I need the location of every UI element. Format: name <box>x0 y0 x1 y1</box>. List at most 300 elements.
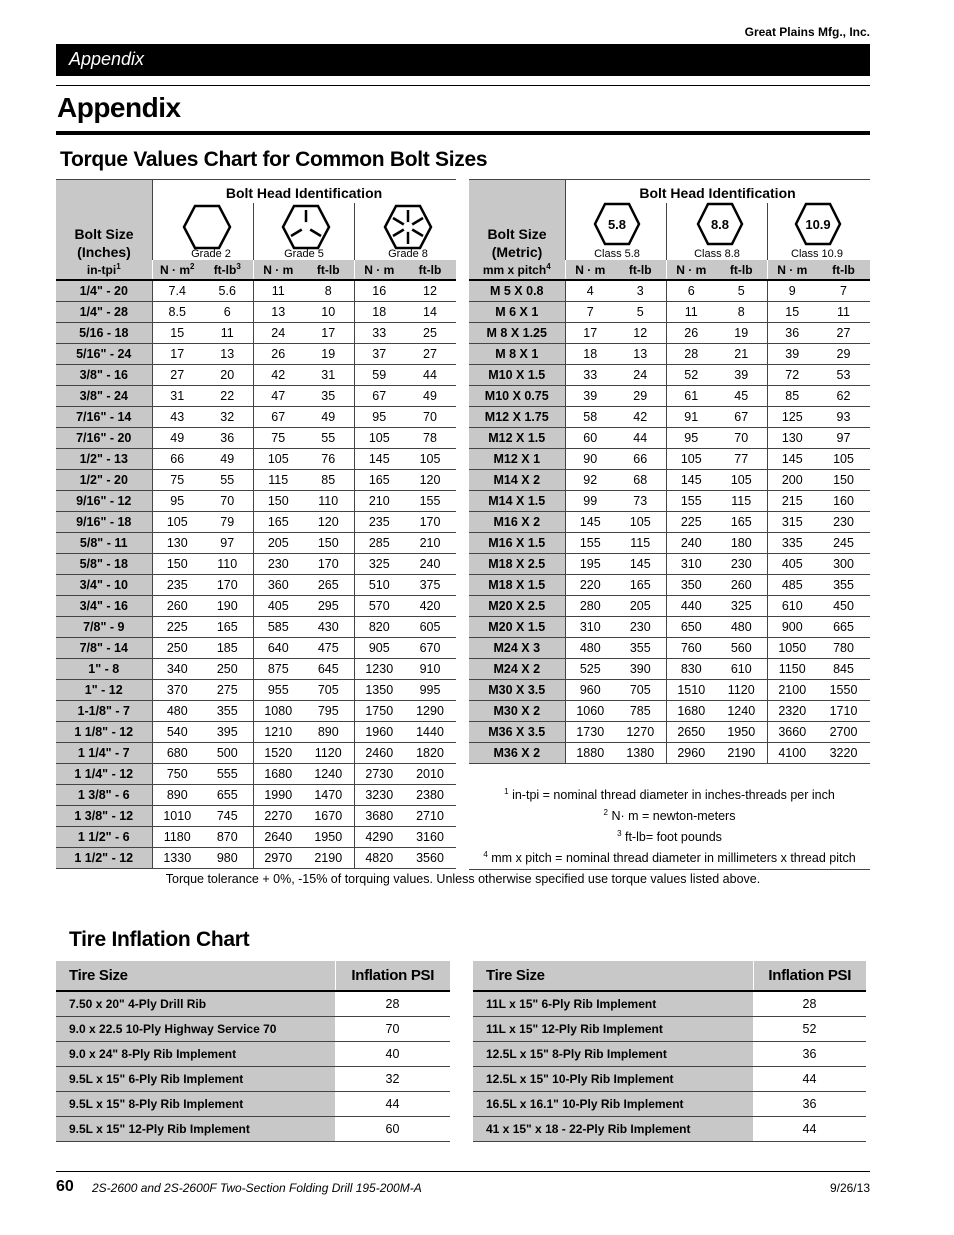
torque-ftlb-cell: 2010 <box>404 763 456 784</box>
torque-ftlb-cell: 610 <box>716 658 767 679</box>
torque-ftlb-cell: 110 <box>202 553 253 574</box>
torque-nm-cell: 830 <box>666 658 716 679</box>
torque-ftlb-cell: 8 <box>716 301 767 322</box>
class-10-9-label: Class 10.9 <box>791 248 843 260</box>
torque-ftlb-cell: 14 <box>404 301 456 322</box>
table-row <box>469 700 870 721</box>
torque-ftlb-cell: 35 <box>303 385 354 406</box>
torque-ftlb-cell: 1470 <box>303 784 354 805</box>
torque-ftlb-cell: 980 <box>202 847 253 868</box>
bolt-size-cell: 3/8" - 24 <box>56 385 152 406</box>
torque-nm-cell: 92 <box>565 469 615 490</box>
inch-size-label: Bolt Size <box>74 226 134 242</box>
torque-ftlb-cell: 165 <box>615 574 666 595</box>
footnote-text: mm x pitch = nominal thread diameter in millimeters x thread pitch <box>487 851 856 865</box>
torque-ftlb-cell: 205 <box>615 595 666 616</box>
inflation-psi-cell: 70 <box>335 1016 450 1041</box>
torque-nm-cell: 1060 <box>565 700 615 721</box>
torque-nm-cell: 480 <box>565 637 615 658</box>
torque-ftlb-cell: 325 <box>716 595 767 616</box>
torque-ftlb-cell: 39 <box>716 364 767 385</box>
torque-ftlb-cell: 29 <box>615 385 666 406</box>
torque-nm-cell: 85 <box>767 385 817 406</box>
torque-nm-cell: 150 <box>253 490 303 511</box>
table-row <box>469 637 870 658</box>
torque-ftlb-cell: 49 <box>404 385 456 406</box>
torque-nm-cell: 13 <box>253 301 303 322</box>
bolt-size-cell: 5/16 - 18 <box>56 322 152 343</box>
torque-ftlb-cell: 3160 <box>404 826 456 847</box>
torque-nm-cell: 18 <box>354 301 404 322</box>
table-row <box>56 700 456 721</box>
tire-header-row <box>56 961 450 991</box>
torque-ftlb-cell: 145 <box>615 553 666 574</box>
torque-chart-title: Torque Values Chart for Common Bolt Sizes <box>60 148 488 171</box>
torque-ftlb-cell: 49 <box>202 448 253 469</box>
tire-size-cell: 12.5L x 15" 10-Ply Rib Implement <box>473 1066 753 1091</box>
torque-ftlb-cell: 70 <box>202 490 253 511</box>
metric-units-row <box>469 260 870 280</box>
torque-nm-cell: 2970 <box>253 847 303 868</box>
torque-nm-cell: 2320 <box>767 700 817 721</box>
bolt-size-cell: M10 X 1.5 <box>469 364 565 385</box>
torque-nm-cell: 36 <box>767 322 817 343</box>
torque-nm-cell: 640 <box>253 637 303 658</box>
bolt-size-cell: 1 3/8" - 6 <box>56 784 152 805</box>
inch-torque-table <box>56 260 456 869</box>
torque-nm-cell: 26 <box>666 322 716 343</box>
torque-nm-cell: 1230 <box>354 658 404 679</box>
table-row <box>56 385 456 406</box>
torque-ftlb-cell: 115 <box>716 490 767 511</box>
torque-ftlb-cell: 27 <box>404 343 456 364</box>
torque-nm-cell: 105 <box>354 427 404 448</box>
torque-nm-cell: 1180 <box>152 826 202 847</box>
unit-ftlb <box>202 260 253 280</box>
torque-tolerance-note: Torque tolerance + 0%, -15% of torquing values. Unless otherwise specified use torque values listed above. <box>165 872 761 886</box>
bolt-size-cell: 3/4" - 16 <box>56 595 152 616</box>
torque-ftlb-cell: 36 <box>202 427 253 448</box>
torque-ftlb-cell: 77 <box>716 448 767 469</box>
grade-8-label: Grade 8 <box>388 248 428 260</box>
torque-nm-cell: 18 <box>565 343 615 364</box>
torque-nm-cell: 75 <box>253 427 303 448</box>
grade-2-label: Grade 2 <box>191 248 231 260</box>
torque-nm-cell: 3660 <box>767 721 817 742</box>
torque-ftlb-cell: 13 <box>202 343 253 364</box>
table-row <box>473 991 866 1016</box>
bolt-size-cell: 7/16" - 20 <box>56 427 152 448</box>
torque-ftlb-cell: 560 <box>716 637 767 658</box>
torque-ftlb-cell: 605 <box>404 616 456 637</box>
footnote-mark: 2 <box>190 261 195 271</box>
bolt-size-cell: 3/4" - 10 <box>56 574 152 595</box>
footnote-4 <box>469 848 870 869</box>
torque-nm-cell: 67 <box>253 406 303 427</box>
torque-ftlb-cell: 910 <box>404 658 456 679</box>
torque-nm-cell: 27 <box>152 364 202 385</box>
torque-nm-cell: 7.4 <box>152 280 202 301</box>
torque-ftlb-cell: 645 <box>303 658 354 679</box>
torque-nm-cell: 145 <box>565 511 615 532</box>
table-row <box>473 1041 866 1066</box>
torque-ftlb-cell: 655 <box>202 784 253 805</box>
torque-ftlb-cell: 8 <box>303 280 354 301</box>
tire-chart-title: Tire Inflation Chart <box>69 928 250 951</box>
table-row <box>56 1091 450 1116</box>
inflation-psi-cell: 44 <box>753 1116 866 1141</box>
torque-nm-cell: 875 <box>253 658 303 679</box>
torque-ftlb-cell: 1820 <box>404 742 456 763</box>
torque-nm-cell: 33 <box>565 364 615 385</box>
torque-nm-cell: 820 <box>354 616 404 637</box>
unit-ftlb: ft-lb <box>817 260 870 280</box>
torque-nm-cell: 900 <box>767 616 817 637</box>
torque-nm-cell: 210 <box>354 490 404 511</box>
torque-ftlb-cell: 165 <box>716 511 767 532</box>
torque-ftlb-cell: 265 <box>303 574 354 595</box>
bolt-size-cell: 1 1/4" - 7 <box>56 742 152 763</box>
torque-nm-cell: 370 <box>152 679 202 700</box>
torque-nm-cell: 16 <box>354 280 404 301</box>
torque-nm-cell: 215 <box>767 490 817 511</box>
tire-size-cell: 11L x 15" 12-Ply Rib Implement <box>473 1016 753 1041</box>
torque-nm-cell: 145 <box>666 469 716 490</box>
torque-nm-cell: 26 <box>253 343 303 364</box>
torque-nm-cell: 42 <box>253 364 303 385</box>
torque-nm-cell: 510 <box>354 574 404 595</box>
torque-nm-cell: 90 <box>565 448 615 469</box>
company-name: Great Plains Mfg., Inc. <box>744 25 870 39</box>
torque-ftlb-cell: 6 <box>202 301 253 322</box>
torque-ftlb-cell: 230 <box>716 553 767 574</box>
table-row <box>56 427 456 448</box>
torque-ftlb-cell: 555 <box>202 763 253 784</box>
inflation-psi-cell: 44 <box>753 1066 866 1091</box>
torque-ftlb-cell: 10 <box>303 301 354 322</box>
inflation-psi-cell: 40 <box>335 1041 450 1066</box>
torque-ftlb-cell: 20 <box>202 364 253 385</box>
bolt-size-cell: M16 X 2 <box>469 511 565 532</box>
torque-nm-cell: 1680 <box>666 700 716 721</box>
torque-ftlb-cell: 450 <box>817 595 870 616</box>
inflation-psi-cell: 44 <box>335 1091 450 1116</box>
torque-nm-cell: 250 <box>152 637 202 658</box>
table-row <box>56 532 456 553</box>
table-row <box>56 448 456 469</box>
torque-nm-cell: 1350 <box>354 679 404 700</box>
torque-nm-cell: 1880 <box>565 742 615 763</box>
tire-size-cell: 9.0 x 22.5 10-Ply Highway Service 70 <box>56 1016 335 1041</box>
torque-ftlb-cell: 245 <box>817 532 870 553</box>
torque-ftlb-cell: 44 <box>615 427 666 448</box>
torque-ftlb-cell: 230 <box>615 616 666 637</box>
torque-ftlb-cell: 70 <box>404 406 456 427</box>
torque-nm-cell: 280 <box>565 595 615 616</box>
table-row <box>56 322 456 343</box>
table-row <box>469 595 870 616</box>
torque-nm-cell: 155 <box>565 532 615 553</box>
tire-size-header: Tire Size <box>56 961 335 991</box>
bolt-size-cell: M 6 X 1 <box>469 301 565 322</box>
table-row <box>56 847 456 868</box>
torque-nm-cell: 905 <box>354 637 404 658</box>
footnote-text: in-tpi = nominal thread diameter in inches-threads per inch <box>508 788 835 802</box>
torque-ftlb-cell: 300 <box>817 553 870 574</box>
torque-ftlb-cell: 2700 <box>817 721 870 742</box>
grade-2-head-icon <box>182 204 232 250</box>
metric-torque-table <box>469 260 870 764</box>
torque-nm-cell: 340 <box>152 658 202 679</box>
torque-ftlb-cell: 5 <box>716 280 767 301</box>
torque-nm-cell: 105 <box>152 511 202 532</box>
metric-size-col-header <box>469 260 565 280</box>
torque-ftlb-cell: 1290 <box>404 700 456 721</box>
tire-size-cell: 7.50 x 20" 4-Ply Drill Rib <box>56 991 335 1016</box>
table-row <box>56 574 456 595</box>
inch-head-id-label: Bolt Head Identification <box>225 185 383 201</box>
torque-ftlb-cell: 49 <box>303 406 354 427</box>
torque-nm-cell: 680 <box>152 742 202 763</box>
bolt-size-cell: 3/8" - 16 <box>56 364 152 385</box>
torque-ftlb-cell: 11 <box>817 301 870 322</box>
bolt-size-cell: M12 X 1.5 <box>469 427 565 448</box>
torque-ftlb-cell: 165 <box>202 616 253 637</box>
torque-nm-cell: 39 <box>767 343 817 364</box>
bolt-size-cell: 1/2" - 13 <box>56 448 152 469</box>
bolt-size-cell: 7/8" - 9 <box>56 616 152 637</box>
torque-nm-cell: 2100 <box>767 679 817 700</box>
torque-nm-cell: 60 <box>565 427 615 448</box>
table-row <box>56 1041 450 1066</box>
torque-ftlb-cell: 475 <box>303 637 354 658</box>
unit-nm: N · m <box>354 260 404 280</box>
torque-nm-cell: 11 <box>666 301 716 322</box>
torque-nm-cell: 8.5 <box>152 301 202 322</box>
table-row <box>56 1116 450 1141</box>
footnotes <box>469 785 870 870</box>
torque-nm-cell: 325 <box>354 553 404 574</box>
table-row <box>56 553 456 574</box>
torque-nm-cell: 285 <box>354 532 404 553</box>
torque-ftlb-cell: 66 <box>615 448 666 469</box>
bolt-size-cell: 5/16" - 24 <box>56 343 152 364</box>
torque-ftlb-cell: 25 <box>404 322 456 343</box>
torque-nm-cell: 220 <box>565 574 615 595</box>
torque-nm-cell: 610 <box>767 595 817 616</box>
footnote-mark: 1 <box>504 786 509 796</box>
bolt-size-cell: 5/8" - 18 <box>56 553 152 574</box>
torque-nm-cell: 7 <box>565 301 615 322</box>
torque-nm-cell: 585 <box>253 616 303 637</box>
torque-nm-cell: 17 <box>152 343 202 364</box>
unit-ftlb: ft-lb <box>716 260 767 280</box>
bolt-size-cell: M16 X 1.5 <box>469 532 565 553</box>
table-row <box>56 490 456 511</box>
unit-nm <box>152 260 202 280</box>
torque-ftlb-cell: 795 <box>303 700 354 721</box>
torque-ftlb-cell: 19 <box>716 322 767 343</box>
torque-ftlb-cell: 62 <box>817 385 870 406</box>
table-row <box>473 1016 866 1041</box>
table-row <box>469 553 870 574</box>
table-row <box>469 469 870 490</box>
torque-nm-cell: 1730 <box>565 721 615 742</box>
torque-ftlb-cell: 53 <box>817 364 870 385</box>
torque-nm-cell: 47 <box>253 385 303 406</box>
table-row <box>469 490 870 511</box>
table-row <box>56 511 456 532</box>
class-8-8-mark: 8.8 <box>710 217 730 232</box>
unit-nm: N · m <box>565 260 615 280</box>
torque-nm-cell: 440 <box>666 595 716 616</box>
torque-nm-cell: 310 <box>666 553 716 574</box>
class-5-8-head-icon <box>593 202 641 246</box>
section-bar: Appendix <box>56 44 870 76</box>
torque-ftlb-cell: 3220 <box>817 742 870 763</box>
bolt-size-cell: M36 X 3.5 <box>469 721 565 742</box>
torque-nm-cell: 24 <box>253 322 303 343</box>
footnote-mark: 3 <box>236 261 241 271</box>
torque-ftlb-cell: 29 <box>817 343 870 364</box>
torque-nm-cell: 4820 <box>354 847 404 868</box>
torque-ftlb-cell: 1380 <box>615 742 666 763</box>
torque-nm-cell: 61 <box>666 385 716 406</box>
table-row <box>473 1091 866 1116</box>
torque-ftlb-cell: 995 <box>404 679 456 700</box>
torque-nm-cell: 1080 <box>253 700 303 721</box>
inflation-psi-cell: 36 <box>753 1041 866 1066</box>
torque-nm-cell: 2650 <box>666 721 716 742</box>
table-row <box>469 511 870 532</box>
inch-size-col-header <box>56 260 152 280</box>
torque-ftlb-cell: 180 <box>716 532 767 553</box>
tire-size-cell: 9.0 x 24" 8-Ply Rib Implement <box>56 1041 335 1066</box>
torque-nm-cell: 72 <box>767 364 817 385</box>
torque-ftlb-cell: 185 <box>202 637 253 658</box>
torque-nm-cell: 150 <box>152 553 202 574</box>
torque-ftlb-cell: 1270 <box>615 721 666 742</box>
table-row <box>56 595 456 616</box>
tire-header-row <box>473 961 866 991</box>
torque-nm-cell: 49 <box>152 427 202 448</box>
footnote-mark: 1 <box>116 261 121 271</box>
torque-ftlb-cell: 230 <box>817 511 870 532</box>
footnote-mark: 3 <box>617 828 622 838</box>
table-row <box>469 721 870 742</box>
torque-nm-cell: 52 <box>666 364 716 385</box>
torque-nm-cell: 95 <box>354 406 404 427</box>
table-row <box>469 280 870 301</box>
torque-ftlb-cell: 355 <box>202 700 253 721</box>
torque-ftlb-cell: 420 <box>404 595 456 616</box>
torque-nm-cell: 315 <box>767 511 817 532</box>
torque-nm-cell: 2730 <box>354 763 404 784</box>
torque-ftlb-cell: 55 <box>303 427 354 448</box>
torque-nm-cell: 91 <box>666 406 716 427</box>
torque-nm-cell: 540 <box>152 721 202 742</box>
torque-nm-cell: 37 <box>354 343 404 364</box>
torque-ftlb-cell: 73 <box>615 490 666 511</box>
table-row <box>469 574 870 595</box>
torque-nm-cell: 200 <box>767 469 817 490</box>
torque-nm-cell: 58 <box>565 406 615 427</box>
torque-ftlb-cell: 76 <box>303 448 354 469</box>
table-row <box>469 679 870 700</box>
torque-nm-cell: 15 <box>767 301 817 322</box>
footnote-2 <box>469 806 870 827</box>
bolt-size-cell: 9/16" - 12 <box>56 490 152 511</box>
torque-ftlb-cell: 395 <box>202 721 253 742</box>
torque-nm-cell: 95 <box>152 490 202 511</box>
bolt-size-cell: 1 1/2" - 12 <box>56 847 152 868</box>
unit-nm: N · m <box>253 260 303 280</box>
torque-ftlb-cell: 19 <box>303 343 354 364</box>
torque-nm-cell: 360 <box>253 574 303 595</box>
torque-nm-cell: 1990 <box>253 784 303 805</box>
tire-size-cell: 9.5L x 15" 6-Ply Rib Implement <box>56 1066 335 1091</box>
torque-nm-cell: 225 <box>152 616 202 637</box>
tire-table-right <box>473 961 866 1142</box>
torque-nm-cell: 165 <box>354 469 404 490</box>
tire-size-cell: 9.5L x 15" 8-Ply Rib Implement <box>56 1091 335 1116</box>
torque-nm-cell: 95 <box>666 427 716 448</box>
torque-ftlb-cell: 1240 <box>303 763 354 784</box>
bolt-size-cell: M 8 X 1.25 <box>469 322 565 343</box>
torque-ftlb-cell: 24 <box>615 364 666 385</box>
torque-nm-cell: 760 <box>666 637 716 658</box>
tire-size-cell: 41 x 15" x 18 - 22-Ply Rib Implement <box>473 1116 753 1141</box>
torque-ftlb-cell: 1710 <box>817 700 870 721</box>
torque-nm-cell: 33 <box>354 322 404 343</box>
torque-nm-cell: 145 <box>354 448 404 469</box>
grade-5-label: Grade 5 <box>284 248 324 260</box>
table-row <box>469 322 870 343</box>
table-row <box>56 679 456 700</box>
torque-nm-cell: 955 <box>253 679 303 700</box>
torque-ftlb-cell: 120 <box>404 469 456 490</box>
torque-ftlb-cell: 845 <box>817 658 870 679</box>
col-label: in-tpi <box>86 262 117 277</box>
torque-nm-cell: 15 <box>152 322 202 343</box>
table-row <box>56 469 456 490</box>
table-row <box>469 427 870 448</box>
torque-nm-cell: 405 <box>253 595 303 616</box>
table-row <box>56 658 456 679</box>
metric-size-label: Bolt Size <box>487 226 547 242</box>
bolt-size-cell: 1/4" - 28 <box>56 301 152 322</box>
class-5-8-mark: 5.8 <box>607 217 627 232</box>
torque-nm-cell: 59 <box>354 364 404 385</box>
torque-ftlb-cell: 3560 <box>404 847 456 868</box>
torque-ftlb-cell: 170 <box>202 574 253 595</box>
footnote-3 <box>469 827 870 848</box>
torque-nm-cell: 225 <box>666 511 716 532</box>
torque-nm-cell: 650 <box>666 616 716 637</box>
table-row <box>473 1066 866 1091</box>
torque-ftlb-cell: 44 <box>404 364 456 385</box>
document-date: 9/26/13 <box>829 1181 870 1195</box>
torque-ftlb-cell: 7 <box>817 280 870 301</box>
torque-ftlb-cell: 45 <box>716 385 767 406</box>
bolt-size-cell: 1" - 8 <box>56 658 152 679</box>
bolt-size-cell: M 5 X 0.8 <box>469 280 565 301</box>
torque-ftlb-cell: 2380 <box>404 784 456 805</box>
torque-nm-cell: 2640 <box>253 826 303 847</box>
unit-nm: N · m <box>767 260 817 280</box>
torque-nm-cell: 43 <box>152 406 202 427</box>
torque-nm-cell: 105 <box>666 448 716 469</box>
